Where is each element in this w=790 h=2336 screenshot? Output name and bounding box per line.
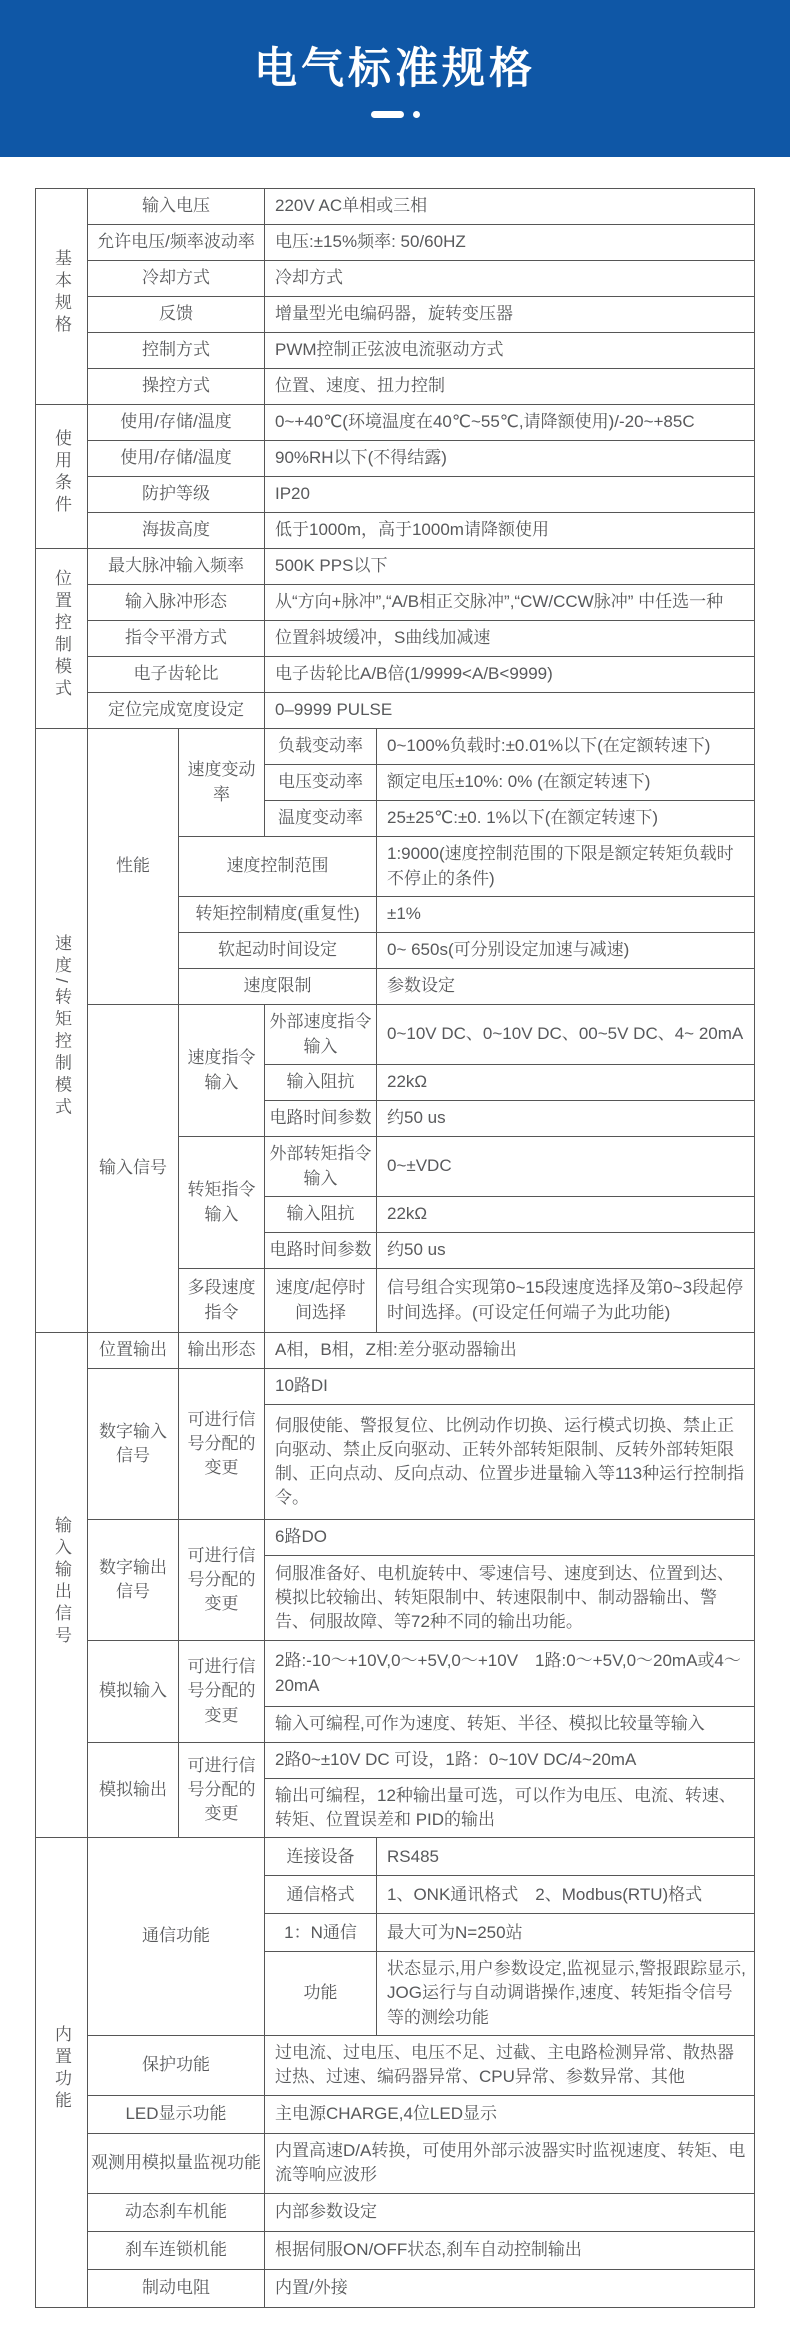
spec-label: 速度控制范围 (179, 837, 377, 897)
spec-value: 1、ONK通讯格式 2、Modbus(RTU)格式 (377, 1876, 755, 1914)
group-label: 位置控制模式 (36, 549, 88, 729)
spec-value: 输出可编程，12种输出量可选，可以作为电压、电流、转速、转矩、位置误差和 PID的输出 (265, 1779, 755, 1838)
section-speed-torque (36, 729, 755, 1333)
spec-value: 位置、速度、扭力控制 (265, 369, 755, 405)
spec-label: 转矩控制精度(重复性) (179, 897, 377, 933)
spec-label: 输出形态 (179, 1333, 265, 1369)
section-usage (36, 405, 755, 549)
spec-value: 从“方向+脉冲”,“A/B相正交脉冲”,“CW/CCW脉冲” 中任选一种 (265, 585, 755, 621)
spec-value: 参数设定 (377, 969, 755, 1005)
spec-label: 最大脉冲输入频率 (88, 549, 265, 585)
spec-value: 位置斜坡缓冲，S曲线加减速 (265, 621, 755, 657)
subgroup-label: 通信功能 (88, 1838, 265, 2035)
subgroup-label: 速度变动率 (179, 729, 265, 837)
spec-value: PWM控制正弦波电流驱动方式 (265, 333, 755, 369)
page-header (0, 0, 790, 157)
spec-value: 低于1000m，高于1000m请降额使用 (265, 513, 755, 549)
section-basic (36, 189, 755, 405)
spec-value: 2路:-10～+10V,0～+5V,0～+10V 1路:0～+5V,0～20mA或4～20mA (265, 1641, 755, 1707)
spec-label: 制动电阻 (88, 2269, 265, 2307)
spec-value: 约50 us (377, 1233, 755, 1269)
spec-table (35, 188, 755, 2308)
spec-label: 连接设备 (265, 1838, 377, 1876)
spec-label: 操控方式 (88, 369, 265, 405)
spec-label: 控制方式 (88, 333, 265, 369)
spec-value: 最大可为N=250站 (377, 1914, 755, 1952)
spec-value: 电子齿轮比A/B倍(1/9999<A/B<9999) (265, 657, 755, 693)
spec-value: 主电源CHARGE,4位LED显示 (265, 2095, 755, 2133)
spec-value: 输入可编程,可作为速度、转矩、半径、模拟比较量等输入 (265, 1707, 755, 1743)
spec-value: 约50 us (377, 1101, 755, 1137)
spec-value: IP20 (265, 477, 755, 513)
spec-label: 定位完成宽度设定 (88, 693, 265, 729)
spec-value: 10路DI (265, 1369, 755, 1405)
spec-value: 过电流、过电压、电压不足、过截、主电路检测异常、散热器过热、过速、编码器异常、CPU异常、参数异常、其他 (265, 2035, 755, 2095)
subgroup-label: 速度指令输入 (179, 1005, 265, 1137)
spec-label: 可进行信号分配的变更 (179, 1743, 265, 1838)
group-label: 内置功能 (36, 1838, 88, 2307)
spec-value: 90%RH以下(不得结露) (265, 441, 755, 477)
spec-label: 输入阻抗 (265, 1065, 377, 1101)
spec-label: 动态刹车机能 (88, 2193, 265, 2231)
spec-value: 电压:±15%频率: 50/60HZ (265, 225, 755, 261)
spec-label: 冷却方式 (88, 261, 265, 297)
spec-value: RS485 (377, 1838, 755, 1876)
subgroup-label: 多段速度指令 (179, 1269, 265, 1333)
spec-value: 内置高速D/A转换，可使用外部示波器实时监视速度、转矩、电流等响应波形 (265, 2133, 755, 2193)
spec-sheet (0, 188, 790, 2308)
spec-label: 输入脉冲形态 (88, 585, 265, 621)
spec-value: 增量型光电编码器，旋转变压器 (265, 297, 755, 333)
subgroup-label: 输入信号 (88, 1005, 179, 1333)
spec-label: 电路时间参数 (265, 1101, 377, 1137)
spec-value: 0~100%负载时:±0.01%以下(在定额转速下) (377, 729, 755, 765)
spec-label: 电压变动率 (265, 765, 377, 801)
spec-value: 6路DO (265, 1520, 755, 1556)
section-io (36, 1333, 755, 1838)
spec-label: LED显示功能 (88, 2095, 265, 2133)
spec-value: ±1% (377, 897, 755, 933)
spec-label: 防护等级 (88, 477, 265, 513)
spec-label: 速度限制 (179, 969, 377, 1005)
spec-value: 伺服使能、警报复位、比例动作切换、运行模式切换、禁止正向驱动、禁止反向驱动、正转外部转矩限制、反转外部转矩限制、正向点动、反向点动、位置步进量输入等113种运行控制指令。 (265, 1405, 755, 1520)
section-builtin (36, 1838, 755, 2307)
subgroup-label: 模拟输入 (88, 1641, 179, 1743)
spec-value: 500K PPS以下 (265, 549, 755, 585)
spec-value: 内部参数设定 (265, 2193, 755, 2231)
subgroup-label: 数字输入信号 (88, 1369, 179, 1520)
title-underline-dot (413, 111, 420, 118)
spec-value: 25±25℃:±0. 1%以下(在额定转速下) (377, 801, 755, 837)
spec-label: 通信格式 (265, 1876, 377, 1914)
spec-label: 反馈 (88, 297, 265, 333)
group-label: 输入输出信号 (36, 1333, 88, 1838)
subgroup-label: 数字输出信号 (88, 1520, 179, 1641)
spec-label: 使用/存储/温度 (88, 441, 265, 477)
spec-label: 负载变动率 (265, 729, 377, 765)
spec-label: 使用/存储/温度 (88, 405, 265, 441)
spec-value: 0–9999 PULSE (265, 693, 755, 729)
spec-label: 电路时间参数 (265, 1233, 377, 1269)
spec-value: 根据伺服ON/OFF状态,刹车自动控制输出 (265, 2231, 755, 2269)
spec-label: 刹车连锁机能 (88, 2231, 265, 2269)
spec-label: 可进行信号分配的变更 (179, 1369, 265, 1520)
group-label: 基本规格 (36, 189, 88, 405)
subgroup-label: 性能 (88, 729, 179, 1005)
spec-label: 温度变动率 (265, 801, 377, 837)
spec-value: 2路0~±10V DC 可设，1路：0~10V DC/4~20mA (265, 1743, 755, 1779)
spec-label: 观测用模拟量监视功能 (88, 2133, 265, 2193)
spec-value: 0~ 650s(可分别设定加速与减速) (377, 933, 755, 969)
spec-value: 220V AC单相或三相 (265, 189, 755, 225)
spec-label: 指令平滑方式 (88, 621, 265, 657)
spec-label: 输入阻抗 (265, 1197, 377, 1233)
spec-label: 1：N通信 (265, 1914, 377, 1952)
spec-label: 外部速度指令输入 (265, 1005, 377, 1065)
spec-value: 冷却方式 (265, 261, 755, 297)
subgroup-label: 转矩指令输入 (179, 1137, 265, 1269)
spec-label: 允许电压/频率波动率 (88, 225, 265, 261)
spec-value: 0~+40℃(环境温度在40℃~55℃,请降额使用)/-20~+85C (265, 405, 755, 441)
spec-value: 状态显示,用户参数设定,监视显示,警报跟踪显示,JOG运行与自动调谐操作,速度、转矩指令信号等的测绘功能 (377, 1952, 755, 2035)
spec-value: 伺服准备好、电机旋转中、零速信号、速度到达、位置到达、模拟比较输出、转矩限制中、转速限制中、制动器输出、警告、伺服故障、等72种不同的输出功能。 (265, 1556, 755, 1641)
spec-value: 内置/外接 (265, 2269, 755, 2307)
spec-label: 速度/起停时间选择 (265, 1269, 377, 1333)
spec-value: 0~±VDC (377, 1137, 755, 1197)
section-position (36, 549, 755, 729)
title-underline (0, 111, 790, 118)
spec-value: 22kΩ (377, 1197, 755, 1233)
spec-label: 可进行信号分配的变更 (179, 1641, 265, 1743)
title-underline-dash (371, 111, 404, 118)
spec-value: 0~10V DC、0~10V DC、00~5V DC、4~ 20mA (377, 1005, 755, 1065)
page-title: 电气标准规格 (254, 45, 536, 93)
subgroup-label: 位置输出 (88, 1333, 179, 1369)
spec-value: 额定电压±10%: 0% (在额定转速下) (377, 765, 755, 801)
spec-value: A相，B相，Z相:差分驱动器输出 (265, 1333, 755, 1369)
subgroup-label: 模拟输出 (88, 1743, 179, 1838)
spec-value: 22kΩ (377, 1065, 755, 1101)
spec-label: 软起动时间设定 (179, 933, 377, 969)
spec-label: 输入电压 (88, 189, 265, 225)
spec-label: 可进行信号分配的变更 (179, 1520, 265, 1641)
group-label: 使用条件 (36, 405, 88, 549)
spec-label: 保护功能 (88, 2035, 265, 2095)
spec-label: 外部转矩指令输入 (265, 1137, 377, 1197)
spec-value: 信号组合实现第0~15段速度选择及第0~3段起停时间选择。(可设定任何端子为此功能) (377, 1269, 755, 1333)
spec-value: 1:9000(速度控制范围的下限是额定转矩负载时不停止的条件) (377, 837, 755, 897)
spec-label: 电子齿轮比 (88, 657, 265, 693)
spec-label: 海拔高度 (88, 513, 265, 549)
group-label: 速度/转矩控制模式 (36, 729, 88, 1333)
spec-label: 功能 (265, 1952, 377, 2035)
